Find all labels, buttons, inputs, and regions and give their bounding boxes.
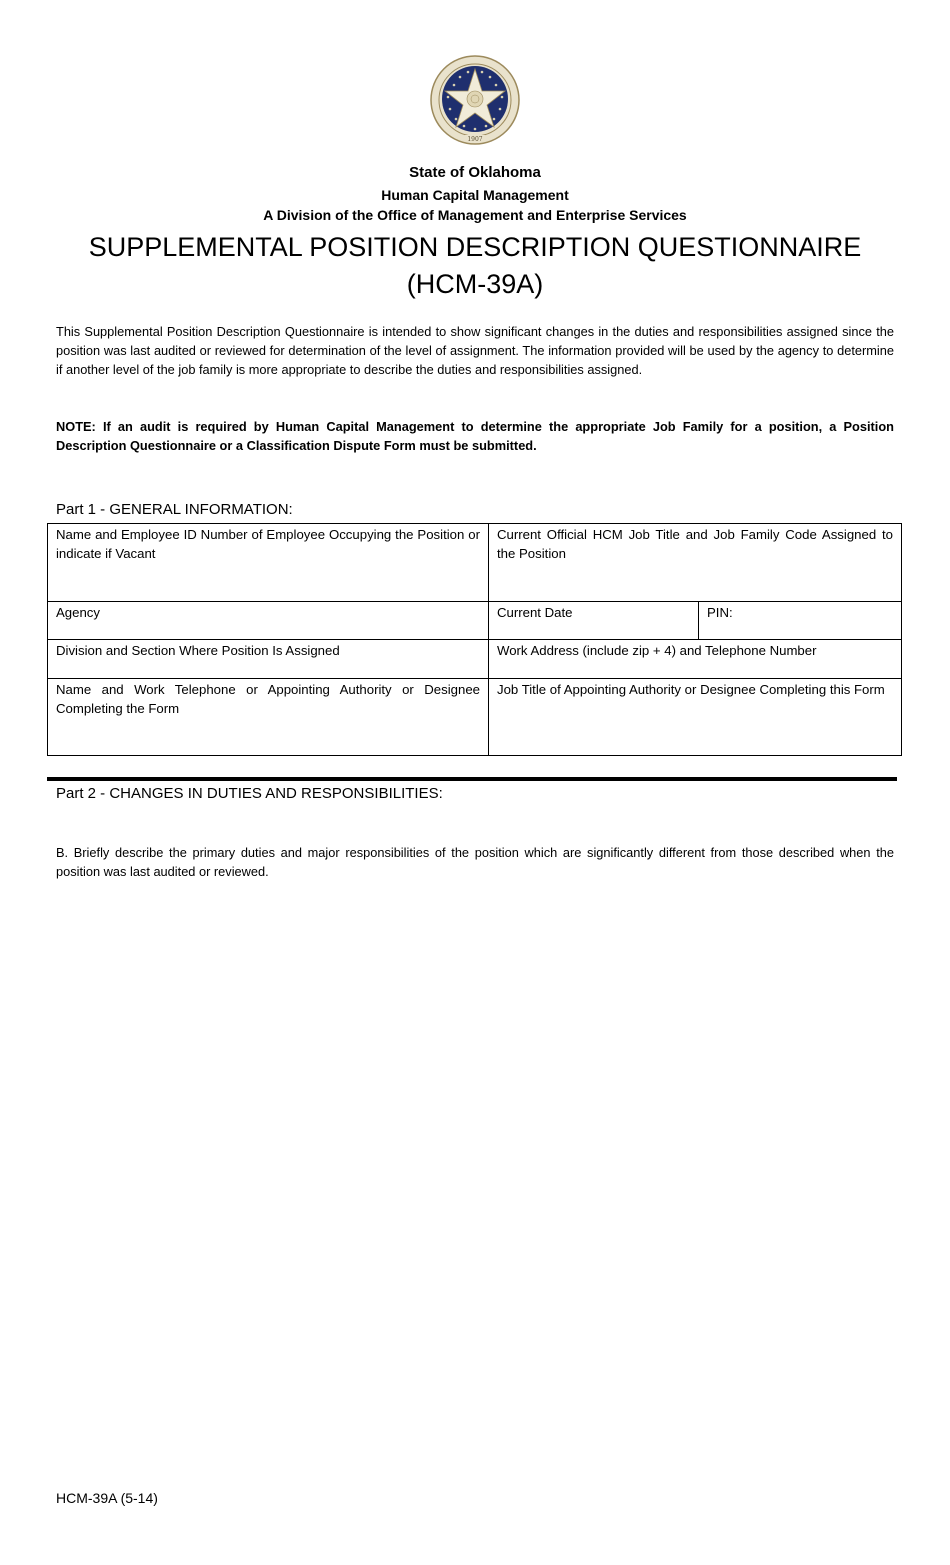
appointing-title-label: Job Title of Appointing Authority or Designee Completing this Form (497, 682, 885, 697)
intro-paragraph: This Supplemental Position Description Questionnaire is intended to show significant changes in the duties and responsibilities assigned since the position was last audited or reviewed for determination of the level of assignment. The information provided will be used by the agency to determine if another level of the job family is more appropriate to describe the duties and responsibilities assigned. (56, 324, 894, 377)
state-seal-icon (430, 55, 520, 145)
appointing-title-field[interactable] (489, 679, 901, 755)
division-name: A Division of the Office of Management and Enterprise Services (263, 207, 687, 223)
agency-label: Agency (56, 605, 100, 620)
form-code-title: (HCM-39A) (406, 269, 544, 299)
state-name: State of Oklahoma (409, 164, 541, 181)
job-title-field[interactable] (489, 524, 901, 601)
pin-label: PIN: (707, 605, 733, 620)
current-date-label: Current Date (497, 605, 573, 620)
job-title-label: Current Official HCM Job Title and Job Family Code Assigned to the Position (497, 527, 893, 561)
duties-instruction: B. Briefly describe the primary duties and major responsibilities of the position which are significantly different from those described when the position was last audited or reviewed. (56, 845, 894, 879)
section-divider (47, 777, 897, 781)
appointing-authority-label: Name and Work Telephone or Appointing Authority or Designee Completing the Form (56, 682, 480, 716)
form-code-footer: HCM-39A (5-14) (56, 1490, 158, 1506)
employee-name-label: Name and Employee ID Number of Employee Occupying the Position or indicate if Vacant (56, 527, 480, 561)
work-address-label: Work Address (include zip + 4) and Telephone Number (497, 643, 817, 658)
appointing-authority-field[interactable] (48, 679, 488, 755)
form-title: SUPPLEMENTAL POSITION DESCRIPTION QUESTIONNAIRE (88, 232, 862, 262)
note-paragraph: NOTE: If an audit is required by Human Capital Management to determine the appropriate Job Family for a position, a Position Description Questionnaire or a Classification Dispute Form must be submitted. (56, 419, 894, 453)
agency-field[interactable] (48, 602, 488, 639)
part1-title: Part 1 - GENERAL INFORMATION: (56, 501, 293, 518)
work-address-field[interactable] (489, 640, 901, 678)
general-information-table (47, 523, 902, 756)
svg-text:1907: 1907 (467, 136, 483, 143)
pin-field[interactable] (699, 602, 901, 639)
current-date-field[interactable] (489, 602, 698, 639)
employee-name-field[interactable] (48, 524, 488, 601)
department-name: Human Capital Management (381, 187, 569, 203)
division-section-label: Division and Section Where Position Is Assigned (56, 643, 340, 658)
part2-title: Part 2 - CHANGES IN DUTIES AND RESPONSIBILITIES: (56, 785, 443, 802)
division-section-field[interactable] (48, 640, 488, 678)
